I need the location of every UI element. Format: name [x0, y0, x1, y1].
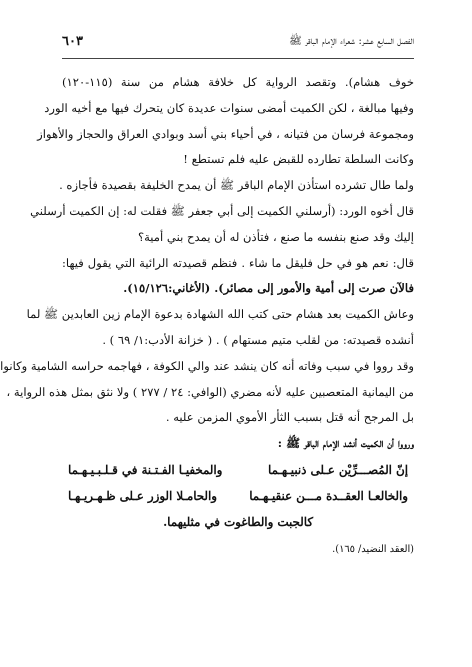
verse-2-first-hemistich: والخالعـا العقــدة مـــن عنقيـهـما: [249, 488, 408, 503]
text-line-4: وكانت السلطة تطارده للقبض عليه فلم تستطع !: [183, 152, 414, 167]
page-header: [62, 34, 414, 52]
text-line-7: إليك وقد صنع بنفسه ما صنع ، فتأذن له أن يمدح بني أمية؟: [137, 229, 414, 244]
text-line-9: فالآن صرت إلى أمية والأمور إلى مصائر). (الأغاني:١٥/١٢٦).: [123, 281, 414, 296]
text-line-1: خوف هشام). وتقصد الرواية كل خلافة هشام من سنة (١١٥-١٢٠): [62, 75, 414, 89]
text-line-3: ومجموعة فرسان من فتيانه ، في أحياء بني أسد وبوادي العراق والحجاز والأهواز: [37, 126, 414, 141]
running-title: الفصل السابع عشر: شعراء الإمام الباقر ﷺ: [289, 35, 414, 47]
text-line-6: قال أخوه الورد: (أرسلني الكميت إلى أبي جعفر ﷺ فقلت له: إن الكميت أرسلني: [30, 203, 414, 218]
text-line-2: وفيها مبالغة ، لكن الكميت أمضى سنوات عديدة كان يتحرك فيها مع أخيه الورد: [44, 100, 414, 115]
verse-1-second-hemistich: والمخفيـا الفـتـنة في قـلـبـيـهـما: [68, 462, 223, 477]
text-line-13: من اليمانية المتعصبين عليه لأنه مضري (الوافي: ٢٤ / ٢٧٧ ) ولا نثق بمثل هذه الرواية ،: [6, 384, 414, 399]
text-line-15: ورووا أن الكميت أنشد الإمام الباقر ﷺ :: [277, 436, 414, 451]
poem-verse-1: [62, 457, 414, 483]
poem-verse-2: [62, 483, 414, 509]
poem: [62, 457, 414, 535]
text-line-10: وعاش الكميت بعد هشام حتى كتب الله الشهادة بدعوة الإمام زين العابدين ﷺ لما: [26, 307, 414, 322]
page-number: ٦٠٣: [62, 34, 83, 49]
text-line-12: وقد رووا في سبب وفاته أنه كان ينشد عند والي الكوفة ، فهاجمه حراسه الشامية وكانوا: [0, 358, 414, 373]
text-line-14: بل المرجح أنه قتل بسبب الثأر الأموي المزمن عليه .: [165, 410, 414, 425]
text-line-5: ولما طال تشرده استأذن الإمام الباقر ﷺ أن يمدح الخليفة بقصيدة فأجازه .: [59, 178, 414, 193]
verse-1-first-hemistich: إنّ المُصـــرِّيْن عـلى ذنبيـهـما: [268, 462, 408, 477]
text-line-11: أنشده قصيدته: من لقلب متيم مستهام ) . ( خزانة الأدب:١/ ٦٩ ) .: [102, 332, 414, 347]
source-citation: (العقد النضيد/ ١٦٥).: [332, 543, 414, 555]
main-text: [0, 70, 414, 561]
verse-2-second-hemistich: والحامـلا الوزر عـلى ظـهـريـهـا: [68, 488, 217, 503]
text-line-8: قال: نعم هو في حل فليقل ما شاء . فنظم قصيدته الرائية التي يقول فيها:: [62, 255, 414, 270]
header-divider: [62, 58, 414, 59]
poem-verse-3: كالجبت والطاغوت في مثليهما.: [163, 514, 313, 529]
